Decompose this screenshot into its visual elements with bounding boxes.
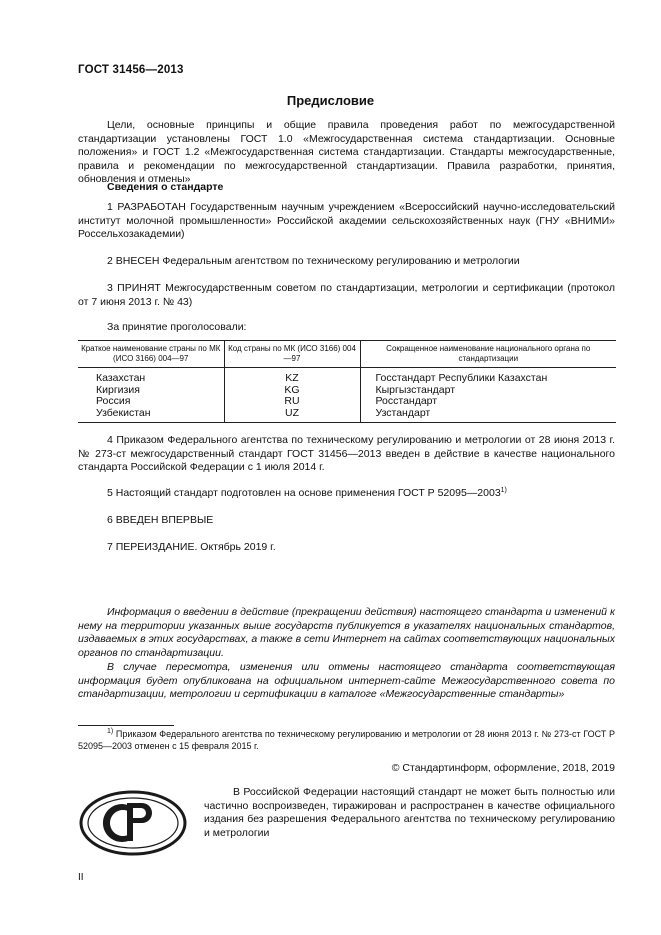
item-first-introduced: 6 ВВЕДЕН ВПЕРВЫЕ bbox=[107, 514, 214, 526]
cell-body: Узстандарт bbox=[360, 408, 616, 423]
logo-svg bbox=[78, 790, 188, 856]
item-reissue: 7 ПЕРЕИЗДАНИЕ. Октябрь 2019 г. bbox=[107, 541, 276, 553]
cell-country: Россия bbox=[96, 395, 131, 407]
column-header-country: Краткое наименование страны по МК (ИСО 3166) 004—97 bbox=[78, 341, 224, 368]
page-number: II bbox=[78, 872, 84, 883]
copyright: © Стандартинформ, оформление, 2018, 2019 bbox=[391, 762, 615, 774]
rf-notice: В Российской Федерации настоящий стандарт не может быть полностью или частично воспроизведен, тиражирован и распространен в качестве официального издания без разрешения Федерального агентства по техническому регулированию и метрологии bbox=[204, 786, 615, 839]
cell-body: Росстандарт bbox=[360, 396, 616, 408]
cell-body: Госстандарт Республики Казахстан bbox=[360, 368, 616, 385]
document-header: ГОСТ 31456—2013 bbox=[78, 64, 184, 76]
item-developed: 1 РАЗРАБОТАН Государственным научным учреждением «Всероссийский научно-исследовательский институт молочной промышленности» Российской академии сельскохозяйственных наук (ГНУ «ВНИМИ» Россельхозакадемии) bbox=[78, 201, 615, 240]
page-title: Предисловие bbox=[286, 93, 375, 108]
vote-label: За принятие проголосовали: bbox=[107, 321, 247, 333]
cell-country: Казахстан bbox=[96, 372, 146, 384]
item-based-on-text: 5 Настоящий стандарт подготовлен на основе применения ГОСТ Р 52095—2003 bbox=[107, 487, 501, 499]
table-row bbox=[78, 368, 616, 385]
table-row bbox=[78, 396, 616, 408]
column-header-code: Код страны по МК (ИСО 3166) 004—97 bbox=[224, 341, 360, 368]
cell-code: RU bbox=[224, 396, 360, 408]
table-row bbox=[78, 408, 616, 423]
item-based-on bbox=[78, 487, 615, 501]
item-introduced: 2 ВНЕСЕН Федеральным агентством по техническому регулированию и метрологии bbox=[107, 255, 520, 267]
gost-r-certification-mark-icon bbox=[78, 790, 188, 856]
footnote-divider bbox=[78, 725, 174, 726]
info-paragraph-2: В случае пересмотра, изменения или отмены настоящего стандарта соответствующая информация будет опубликована на официальном интернет-сайте Межгосударственного совета по стандартизации, метрологии и сертификации в каталоге «Межгосударственные стандарты» bbox=[78, 661, 615, 700]
cell-country: Киргизия bbox=[96, 383, 140, 396]
cell-code: KG bbox=[224, 385, 360, 397]
cell-country: Узбекистан bbox=[78, 408, 224, 423]
cell-body: Кыргызстандарт bbox=[360, 385, 616, 397]
column-header-body: Сокращенное наименование национального органа по стандартизации bbox=[360, 341, 616, 368]
cell-code: KZ bbox=[224, 368, 360, 385]
table-header-row bbox=[78, 341, 616, 368]
footnote-text: Приказом Федерального агентства по техническому регулированию и метрологии от 28 июня 2013 г. № 273-ст ГОСТ Р 52095—2003 отменен с 15 февраля 2015 г. bbox=[78, 729, 615, 751]
footnote-mark: 1) bbox=[107, 728, 114, 735]
item-order: 4 Приказом Федерального агентства по техническому регулированию и метрологии от 28 июня 2013 г. № 273-ст межгосударственный стандарт ГОСТ 31456—2013 введен в действие в качестве национального стандарта Российской Федерации с 1 июля 2014 г. bbox=[78, 434, 615, 473]
table-row bbox=[78, 385, 616, 397]
item-adopted: 3 ПРИНЯТ Межгосударственным советом по стандартизации, метрологии и сертификации (протокол от 7 июня 2013 г. № 43) bbox=[78, 282, 615, 308]
voting-countries-table bbox=[78, 340, 616, 423]
section-title: Сведения о стандарте bbox=[107, 181, 224, 193]
footnote bbox=[78, 728, 615, 752]
intro-paragraph: Цели, основные принципы и общие правила проведения работ по межгосударственной стандартизации установлены ГОСТ 1.0 «Межгосударственная система стандартизации. Основные положения» и ГОСТ 1.2 «Межгосударственная система стандартизации. Стандарты межгосударственные, правила и рекомендации по межгосударственной стандартизации. Правила разработки, принятия, обновления и отмены» bbox=[78, 119, 615, 185]
cell-code: UZ bbox=[224, 408, 360, 423]
footnote-ref: 1) bbox=[500, 487, 507, 494]
info-paragraph-1: Информация о введении в действие (прекращении действия) настоящего стандарта и изменений к нему на территории указанных выше государств публикуется в указателях национальных стандартов, издаваемых в этих государствах, а также в сети Интернет на сайтах соответствующих национальных органов по стандартизации. bbox=[78, 606, 615, 659]
